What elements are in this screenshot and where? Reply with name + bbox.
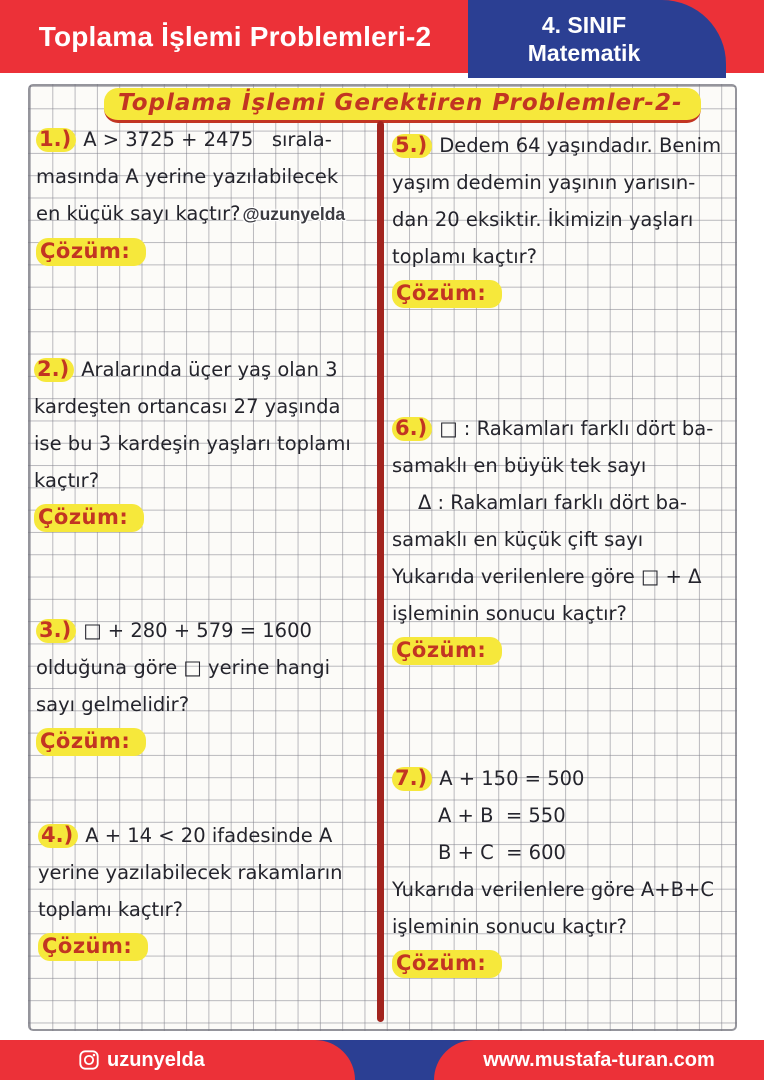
problem-7 [392,760,714,982]
problem-text-line: sayı gelmelidir? [36,693,190,716]
solution-label: Çözüm: [36,728,146,756]
instagram-handle: uzunyelda [107,1048,205,1071]
problem-text-line: □ : Rakamları farklı dört ba- [439,417,714,440]
problem-number: 1.) [36,128,76,152]
problem-text-line: toplamı kaçtır? [38,898,183,921]
problem-text-line: A + 150 = 500 [439,767,585,790]
problem-text-line: masında A yerine yazılabilecek [36,165,339,188]
watermark-handle: @uzunyelda [242,204,346,224]
solution-label: Çözüm: [34,504,144,532]
problem-text-line: kaçtır? [34,469,100,492]
problem-number: 5.) [392,134,432,158]
problem-number: 2.) [34,358,74,382]
problem-text-line: Dedem 64 yaşındadır. Benim [439,134,722,157]
problem-text-line: Δ : Rakamları farklı dört ba- [418,491,687,514]
problem-number: 4.) [38,824,78,848]
instagram-icon [78,1049,100,1071]
problem-5 [392,127,721,312]
problem-text-line: □ + 280 + 579 = 1600 [83,619,312,642]
problem-text-line: kardeşten ortancası 27 yaşında [34,395,341,418]
problem-number: 6.) [392,417,432,441]
column-divider-line [377,121,384,1022]
problem-text-line: olduğuna göre □ yerine hangi [36,656,331,679]
problem-text-line: Yukarıda verilenlere göre □ + Δ [392,565,702,588]
problem-text-line: samaklı en küçük çift sayı [392,528,644,551]
problem-text-line: A > 3725 + 2475 sırala- [83,128,332,151]
worksheet-title: Toplama İşlemi Gerektiren Problemler-2- [104,88,701,123]
grade-line2: Matematik [527,40,641,66]
problem-text-line: en küçük sayı kaçtır? [36,202,241,225]
problem-text-line: yerine yazılabilecek rakamların [38,861,343,884]
problem-6 [392,410,713,669]
problem-3 [36,612,330,760]
problem-text-line: işleminin sonucu kaçtır? [392,602,627,625]
page-title: Toplama İşlemi Problemleri-2 [38,20,432,52]
problem-4 [38,817,342,965]
problem-text-line: A + 14 < 20 ifadesinde A [85,824,333,847]
footer-band [0,1040,764,1080]
problem-number: 3.) [36,619,76,643]
solution-label: Çözüm: [392,950,502,978]
problem-text-line: B + C = 600 [438,841,566,864]
problem-text-line: toplamı kaçtır? [392,245,537,268]
instagram-credit [0,1040,355,1080]
problem-text-line: işleminin sonucu kaçtır? [392,915,627,938]
problem-text-line: yaşım dedemin yaşının yarısın- [392,171,696,194]
solution-label: Çözüm: [38,933,148,961]
problem-number: 7.) [392,767,432,791]
problem-text-line: Aralarında üçer yaş olan 3 [81,358,338,381]
problem-text-line: Yukarıda verilenlere göre A+B+C [392,878,714,901]
solution-label: Çözüm: [36,238,146,266]
problem-2 [34,351,351,536]
problem-text-line: samaklı en büyük tek sayı [392,454,647,477]
solution-label: Çözüm: [392,280,502,308]
grade-line1: 4. SINIF [541,11,627,38]
grade-badge [468,0,726,78]
problem-text-line: A + B = 550 [438,804,566,827]
website-url: www.mustafa-turan.com [483,1048,715,1071]
problem-1 [36,121,345,270]
website-credit [434,1040,764,1080]
problem-text-line: ise bu 3 kardeşin yaşları toplamı [34,432,351,455]
problem-text-line: dan 20 eksiktir. İkimizin yaşları [392,208,694,231]
solution-label: Çözüm: [392,637,502,665]
header-band [0,0,764,73]
